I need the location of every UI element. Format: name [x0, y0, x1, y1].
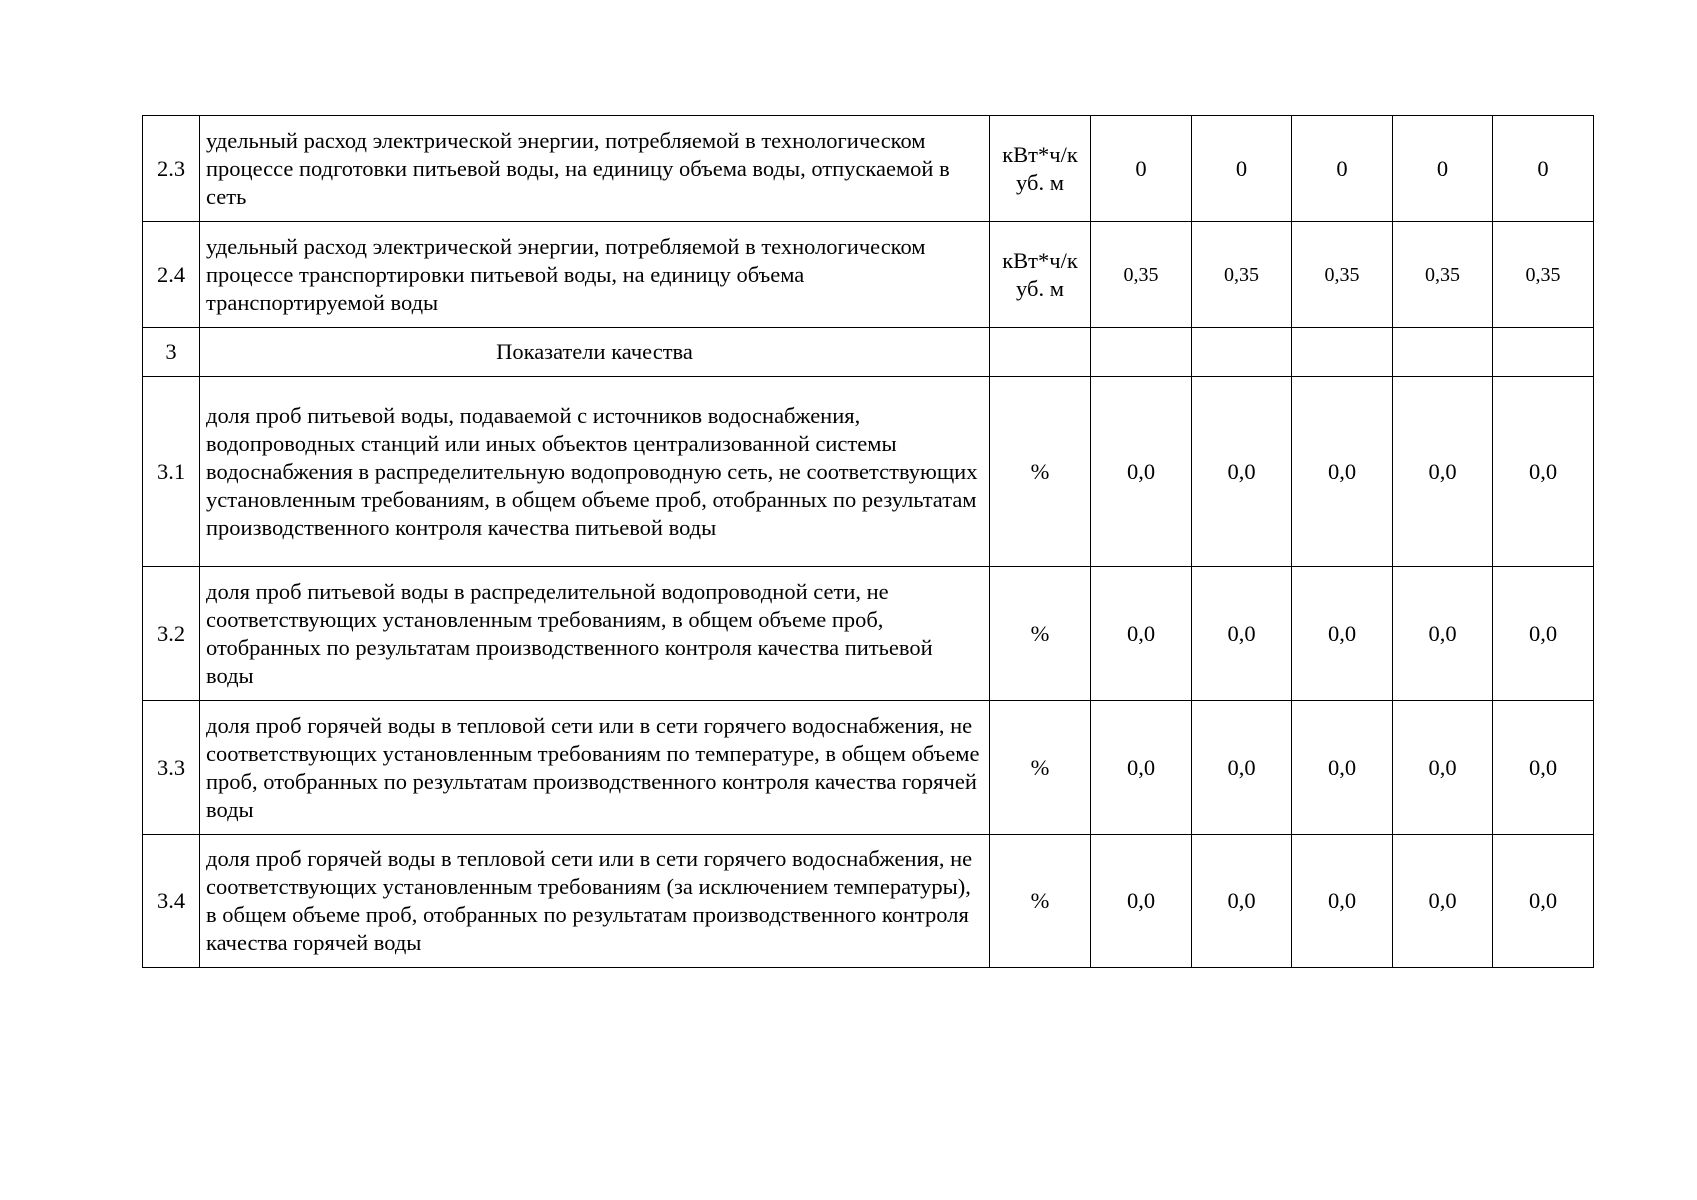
- row-value: 0,35: [1192, 222, 1292, 328]
- row-value: 0,0: [1192, 377, 1292, 567]
- row-unit: [990, 328, 1091, 377]
- row-value: 0,0: [1393, 377, 1493, 567]
- row-description: удельный расход электрической энергии, потребляемой в технологическом процессе транспортировки питьевой воды, на единицу объема транспортируемой воды: [200, 222, 990, 328]
- row-value: 0: [1393, 116, 1493, 222]
- row-number: 3.1: [143, 377, 200, 567]
- row-unit: %: [990, 701, 1091, 835]
- row-value: 0,0: [1292, 377, 1393, 567]
- row-value: 0,0: [1493, 377, 1594, 567]
- row-value: 0,35: [1292, 222, 1393, 328]
- unit-line: уб. м: [1016, 169, 1064, 195]
- row-number: 2.4: [143, 222, 200, 328]
- row-value: [1393, 328, 1493, 377]
- table-row: [143, 222, 1594, 328]
- row-value: 0: [1292, 116, 1393, 222]
- row-unit: %: [990, 377, 1091, 567]
- row-number: 3.2: [143, 567, 200, 701]
- row-value: 0,0: [1192, 835, 1292, 968]
- section-title: Показатели качества: [200, 328, 990, 377]
- row-value: [1493, 328, 1594, 377]
- row-value: 0,0: [1493, 701, 1594, 835]
- unit-line: кВт*ч/к: [1002, 247, 1078, 273]
- table-row: [143, 567, 1594, 701]
- row-value: [1091, 328, 1192, 377]
- row-description: доля проб горячей воды в тепловой сети или в сети горячего водоснабжения, не соответствующих установленным требованиям (за исключением температуры), в общем объеме проб, отобранных по результатам производственного контроля качества горячей воды: [200, 835, 990, 968]
- row-value: 0,35: [1091, 222, 1192, 328]
- row-unit: %: [990, 567, 1091, 701]
- row-value: 0: [1091, 116, 1192, 222]
- row-unit: [990, 222, 1091, 328]
- row-value: 0,35: [1393, 222, 1493, 328]
- row-value: 0,0: [1091, 835, 1192, 968]
- indicators-table: [142, 115, 1594, 968]
- row-value: 0,0: [1292, 835, 1393, 968]
- row-value: 0,0: [1493, 567, 1594, 701]
- row-value: [1192, 328, 1292, 377]
- table-row: [143, 701, 1594, 835]
- row-value: 0,0: [1493, 835, 1594, 968]
- row-value: [1292, 328, 1393, 377]
- row-value: 0,0: [1292, 701, 1393, 835]
- row-unit: %: [990, 835, 1091, 968]
- row-value: 0,0: [1091, 701, 1192, 835]
- row-value: 0,35: [1493, 222, 1594, 328]
- row-number: 3: [143, 328, 200, 377]
- row-value: 0,0: [1393, 835, 1493, 968]
- row-value: 0: [1192, 116, 1292, 222]
- row-number: 3.4: [143, 835, 200, 968]
- row-value: 0,0: [1192, 701, 1292, 835]
- row-description: удельный расход электрической энергии, потребляемой в технологическом процессе подготовки питьевой воды, на единицу объема воды, отпускаемой в сеть: [200, 116, 990, 222]
- unit-line: уб. м: [1016, 275, 1064, 301]
- row-value: 0: [1493, 116, 1594, 222]
- row-value: 0,0: [1091, 377, 1192, 567]
- row-description: доля проб питьевой воды, подаваемой с источников водоснабжения, водопроводных станций или иных объектов централизованной системы водоснабжения в распределительную водопроводную сеть, не соответствующих установленным требованиям, в общем объеме проб, отобранных по результатам производственного контроля качества питьевой воды: [200, 377, 990, 567]
- row-number: 2.3: [143, 116, 200, 222]
- row-description: доля проб горячей воды в тепловой сети или в сети горячего водоснабжения, не соответствующих установленным требованиям по температуре, в общем объеме проб, отобранных по результатам производственного контроля качества горячей воды: [200, 701, 990, 835]
- row-value: 0,0: [1292, 567, 1393, 701]
- row-value: 0,0: [1192, 567, 1292, 701]
- unit-line: кВт*ч/к: [1002, 141, 1078, 167]
- section-header-row: [143, 328, 1594, 377]
- row-unit: [990, 116, 1091, 222]
- row-number: 3.3: [143, 701, 200, 835]
- table-row: [143, 116, 1594, 222]
- row-description: доля проб питьевой воды в распределительной водопроводной сети, не соответствующих установленным требованиям, в общем объеме проб, отобранных по результатам производственного контроля качества питьевой воды: [200, 567, 990, 701]
- table-row: [143, 835, 1594, 968]
- row-value: 0,0: [1393, 567, 1493, 701]
- row-value: 0,0: [1091, 567, 1192, 701]
- row-value: 0,0: [1393, 701, 1493, 835]
- table-row: [143, 377, 1594, 567]
